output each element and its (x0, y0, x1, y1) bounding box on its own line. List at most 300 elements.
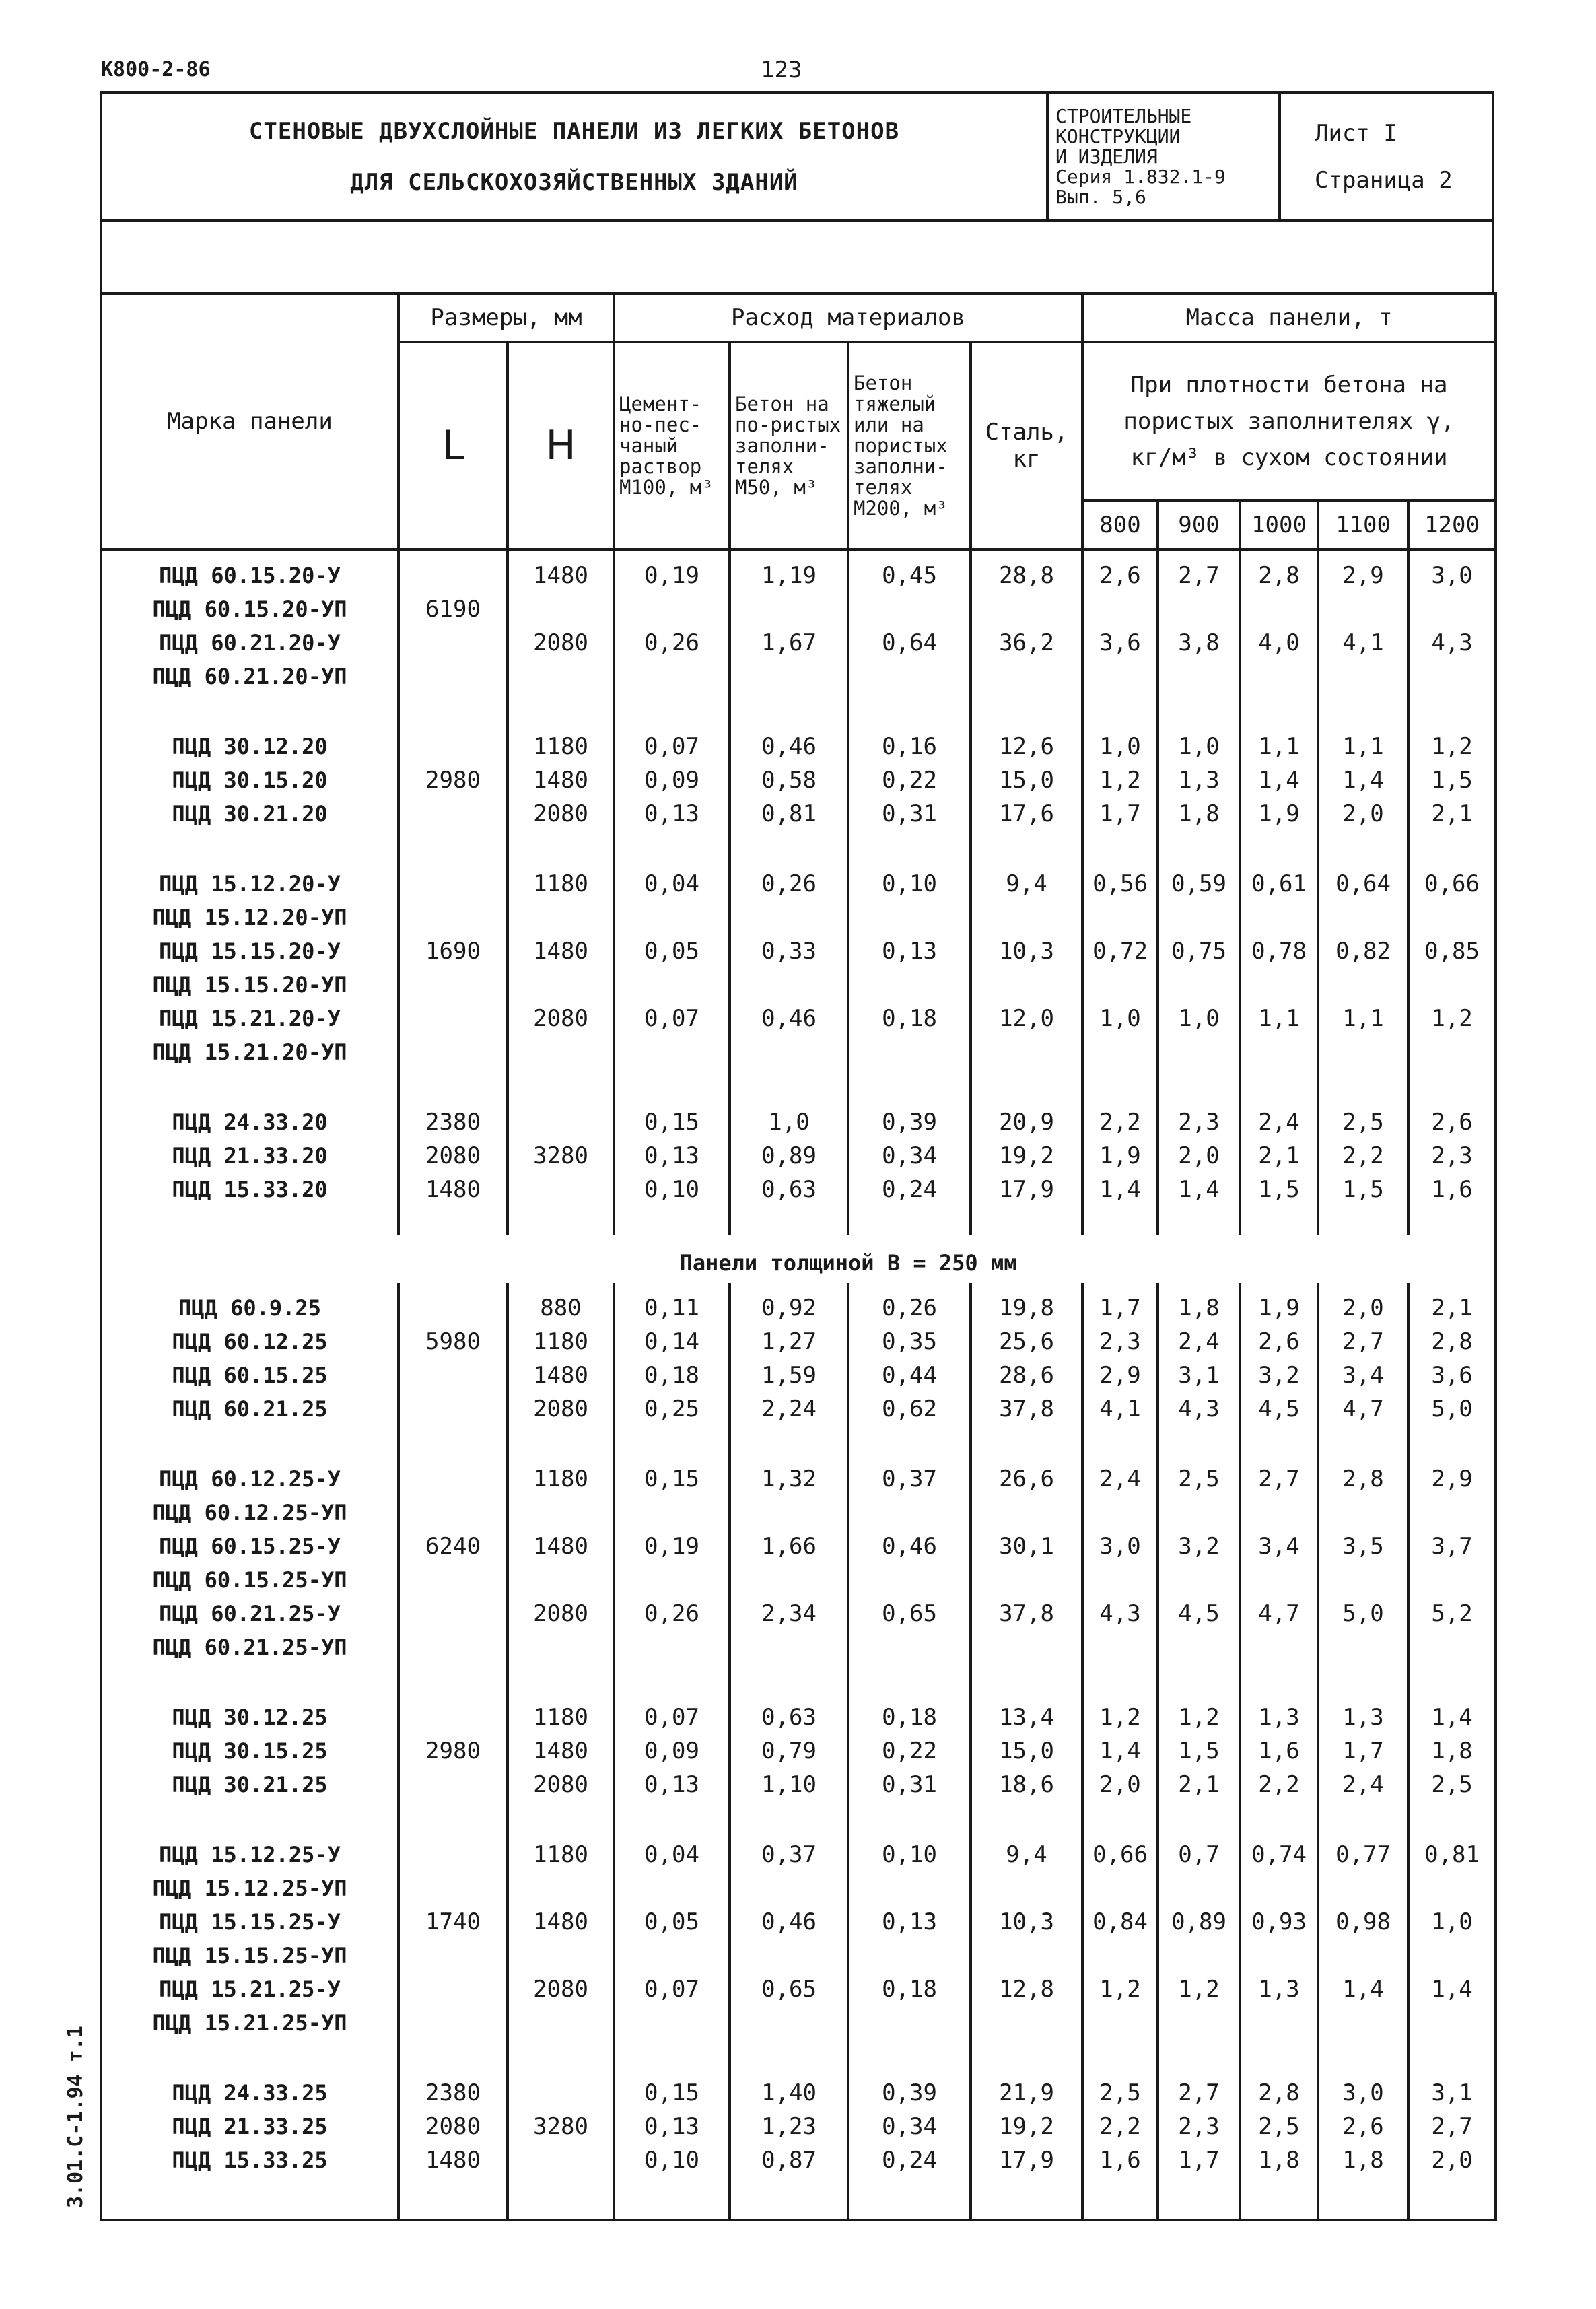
cell-value: 2,8 (1258, 2079, 1300, 2106)
cell-value (514, 1173, 607, 1206)
cell-value: 18,6 (999, 1771, 1054, 1798)
cell-value: 2,4 (1099, 1466, 1141, 1492)
cell-value: 4,1 (1099, 1395, 1141, 1422)
cell-value: 1480 (425, 2147, 481, 2174)
cell-value: 4,3 (1099, 1600, 1141, 1627)
cell-value (1325, 660, 1401, 693)
panel-mark: ПЦД 30.12.25 (172, 1704, 328, 1730)
cell-value: 0,7 (1178, 1841, 1220, 1868)
cell-value: 1,6 (1431, 1176, 1473, 1203)
cell-m1200 (1408, 1830, 1496, 2068)
cell-value: 3,7 (1431, 1533, 1473, 1560)
panel-mark: ПЦД 60.15.25-УП (152, 1567, 347, 1593)
cell-value (977, 592, 1076, 626)
cell-value (977, 2006, 1076, 2040)
cell-value (855, 1939, 964, 1972)
cell-value: 1,6 (1258, 1737, 1300, 1764)
cell-value (405, 797, 501, 831)
cell-H (508, 2068, 614, 2205)
cell-value: 1,19 (761, 562, 817, 589)
cell-value: 2080 (533, 1771, 588, 1798)
cell-value: 2380 (425, 1109, 481, 1136)
cell-value: 1,4 (1431, 1976, 1473, 2003)
column-header-mortar: Цемент-но-пес-чаный раствор М100, м³ (614, 342, 730, 549)
cell-value: 25,6 (999, 1328, 1054, 1355)
column-header-mark: Марка панели (101, 294, 398, 549)
cell-value: 2,4 (1342, 1771, 1384, 1798)
panel-mark: ПЦД 60.12.25-УП (152, 1500, 347, 1525)
cell-value: 0,64 (882, 629, 937, 656)
cell-value (1415, 901, 1489, 934)
panel-mark: ПЦД 24.33.25 (172, 2080, 328, 2106)
cell-value: 1,3 (1258, 1976, 1300, 2003)
cell-value: 1480 (533, 562, 588, 589)
cell-value: 2,8 (1342, 1466, 1384, 1492)
cell-value: 1180 (533, 1466, 588, 1492)
cell-value (1325, 1871, 1401, 1905)
cell-heavy (848, 549, 971, 722)
cell-value: 0,33 (761, 938, 817, 965)
panel-mark: ПЦД 60.15.25 (172, 1363, 328, 1388)
cell-value: 0,13 (644, 1142, 699, 1169)
cell-value: 0,46 (882, 1533, 937, 1560)
cell-value (514, 2006, 607, 2040)
cell-value (1089, 592, 1151, 626)
cell-value: 0,59 (1171, 870, 1226, 897)
cell-value (1165, 968, 1233, 1002)
cell-value: 28,6 (999, 1362, 1054, 1389)
cell-value (736, 1496, 841, 1529)
cell-value (405, 1035, 501, 1069)
cell-m900 (1158, 859, 1240, 1097)
cell-value (855, 660, 964, 693)
cell-m1100 (1318, 859, 1408, 1097)
cell-value: 0,13 (882, 938, 937, 965)
cell-value: 1,1 (1258, 733, 1300, 760)
panel-mark: ПЦД 60.12.25 (172, 1329, 328, 1354)
cell-value (514, 592, 607, 626)
cell-value: 0,65 (882, 1600, 937, 1627)
panel-mark: ПЦД 60.21.25 (172, 1396, 328, 1422)
density-800: 800 (1082, 501, 1158, 549)
cell-value: 2,8 (1431, 1328, 1473, 1355)
cell-value: 4,7 (1258, 1600, 1300, 1627)
cell-value: 2,7 (1431, 2113, 1473, 2140)
section-spacer (101, 1235, 614, 1283)
cell-value: 1,32 (761, 1466, 817, 1492)
cell-value: 2,6 (1099, 562, 1141, 589)
cell-value: 1,0 (1178, 733, 1220, 760)
cell-value (736, 592, 841, 626)
cell-value: 0,44 (882, 1362, 937, 1389)
cell-value (514, 968, 607, 1002)
cell-heavy (848, 2068, 971, 2205)
cell-value (1325, 968, 1401, 1002)
cell-value: 1,0 (1099, 733, 1141, 760)
cell-value (405, 730, 501, 763)
column-header-density: При плотности бетона на пористых заполнителях γ, кг/м³ в сухом состоянии (1082, 342, 1496, 501)
cell-value: 26,6 (999, 1466, 1054, 1492)
cell-value: 17,9 (999, 2147, 1054, 2174)
cell-steel (971, 722, 1082, 859)
cell-H (508, 1830, 614, 2068)
cell-value (1415, 1563, 1489, 1597)
cell-value: 13,4 (999, 1704, 1054, 1731)
cell-m1200 (1408, 1454, 1496, 1692)
cell-mark (101, 859, 398, 1097)
cell-value: 2,24 (761, 1395, 817, 1422)
cell-mortar (614, 859, 730, 1097)
sheet-cell (1280, 92, 1493, 221)
cell-value: 12,8 (999, 1976, 1054, 2003)
cell-value: 0,75 (1171, 938, 1226, 965)
panel-mark: ПЦД 15.12.25-У (159, 1842, 341, 1867)
cell-value: 2,7 (1342, 1328, 1384, 1355)
cell-value: 3,6 (1099, 629, 1141, 656)
cell-value: 2,0 (1178, 1142, 1220, 1169)
cell-value: 2080 (425, 2113, 481, 2140)
cell-mark (101, 2068, 398, 2205)
cell-value: 2080 (533, 1600, 588, 1627)
cell-value (736, 660, 841, 693)
cell-value: 1180 (533, 1704, 588, 1731)
cell-mark (101, 722, 398, 859)
cell-m800 (1082, 1830, 1158, 2068)
cell-value: 0,31 (882, 1771, 937, 1798)
cell-value (405, 1838, 501, 1871)
cell-value: 0,66 (1092, 1841, 1148, 1868)
cell-value (1165, 1496, 1233, 1529)
cell-value: 3,2 (1258, 1362, 1300, 1389)
cell-value (1247, 1035, 1311, 1069)
cell-porous (730, 549, 848, 722)
cell-value: 0,74 (1251, 1841, 1307, 1868)
cell-value: 0,10 (882, 1841, 937, 1868)
cell-value: 0,77 (1335, 1841, 1391, 1868)
cell-m900 (1158, 1692, 1240, 1830)
cell-value (621, 2006, 723, 2040)
cell-value: 0,64 (1335, 870, 1391, 897)
cell-heavy (848, 1830, 971, 2068)
series-line: Вып. 5,6 (1055, 185, 1146, 208)
cell-value (405, 1939, 501, 1972)
cell-L (398, 549, 508, 722)
cell-m1200 (1408, 722, 1496, 859)
panel-mark: ПЦД 15.15.25-УП (152, 1943, 347, 1968)
cell-m800 (1082, 1692, 1158, 1830)
cell-value: 3,6 (1431, 1362, 1473, 1389)
cell-value (621, 968, 723, 1002)
cell-value (621, 1035, 723, 1069)
cell-m800 (1082, 2068, 1158, 2205)
cell-value (855, 901, 964, 934)
cell-value: 1,8 (1431, 1737, 1473, 1764)
cell-value: 2380 (425, 2079, 481, 2106)
cell-heavy (848, 1097, 971, 1235)
cell-value: 2980 (425, 767, 481, 794)
cell-value: 2,5 (1431, 1771, 1473, 1798)
cell-value: 2,2 (1099, 1109, 1141, 1136)
cell-value: 0,15 (644, 1466, 699, 1492)
cell-value (1247, 1630, 1311, 1664)
density-900: 900 (1158, 501, 1240, 549)
table-bottom-edge (101, 2205, 1496, 2220)
density-1100: 1100 (1318, 501, 1408, 549)
column-header-sizes: Размеры, мм (398, 294, 614, 342)
cell-value (1165, 1563, 1233, 1597)
cell-value: 0,98 (1335, 1908, 1391, 1935)
cell-value: 0,13 (644, 2113, 699, 2140)
cell-value (736, 1871, 841, 1905)
cell-value: 0,04 (644, 870, 699, 897)
cell-steel (971, 1097, 1082, 1235)
cell-value (1165, 901, 1233, 934)
cell-mortar (614, 722, 730, 859)
cell-L (398, 1097, 508, 1235)
cell-L (398, 1283, 508, 1454)
cell-m800 (1082, 722, 1158, 859)
cell-value: 1,5 (1342, 1176, 1384, 1203)
cell-value: 1180 (533, 870, 588, 897)
cell-value (621, 1630, 723, 1664)
cell-value: 37,8 (999, 1600, 1054, 1627)
cell-value (736, 1563, 841, 1597)
cell-value: 1480 (533, 1737, 588, 1764)
cell-value (855, 1496, 964, 1529)
cell-value: 880 (540, 1295, 582, 1321)
cell-m1000 (1240, 1830, 1318, 2068)
cell-value: 1,8 (1178, 1295, 1220, 1321)
cell-value (1247, 592, 1311, 626)
cell-value: 2080 (533, 800, 588, 827)
cell-value (405, 867, 501, 901)
cell-value: 17,9 (999, 1176, 1054, 1203)
cell-value: 0,26 (644, 1600, 699, 1627)
cell-value: 0,24 (882, 1176, 937, 1203)
cell-porous (730, 722, 848, 859)
cell-m1200 (1408, 1283, 1496, 1454)
cell-value: 19,2 (999, 2113, 1054, 2140)
table-row-group (101, 722, 1496, 859)
cell-value: 0,81 (761, 800, 817, 827)
cell-L (398, 859, 508, 1097)
cell-value (736, 901, 841, 934)
cell-value: 0,19 (644, 562, 699, 589)
cell-value (1325, 1939, 1401, 1972)
cell-mark (101, 1097, 398, 1235)
cell-value (736, 1035, 841, 1069)
cell-mortar (614, 1097, 730, 1235)
title-line-1: СТЕНОВЫЕ ДВУХСЛОЙНЫЕ ПАНЕЛИ ИЗ ЛЕГКИХ БЕТОНОВ (248, 117, 900, 145)
cell-value: 4,3 (1178, 1395, 1220, 1422)
cell-value (405, 1002, 501, 1035)
cell-porous (730, 1283, 848, 1454)
cell-value: 2,9 (1099, 1362, 1141, 1389)
cell-value: 6190 (425, 596, 481, 623)
cell-porous (730, 1454, 848, 1692)
cell-m1000 (1240, 1454, 1318, 1692)
cell-m1000 (1240, 1283, 1318, 1454)
cell-value: 0,84 (1092, 1908, 1148, 1935)
column-header-materials: Расход материалов (614, 294, 1082, 342)
cell-value (1165, 1035, 1233, 1069)
cell-value: 1,1 (1342, 733, 1384, 760)
panel-mark: ПЦД 24.33.20 (172, 1109, 328, 1135)
cell-m1000 (1240, 549, 1318, 722)
panel-mark: ПЦД 15.12.20-УП (152, 905, 347, 930)
cell-value: 19,2 (999, 1142, 1054, 1169)
cell-value: 3,4 (1342, 1362, 1384, 1389)
cell-value: 0,66 (1424, 870, 1480, 897)
cell-value (405, 1358, 501, 1392)
cell-porous (730, 2068, 848, 2205)
cell-L (398, 1454, 508, 1692)
cell-value (1247, 1871, 1311, 1905)
cell-value: 3,1 (1178, 1362, 1220, 1389)
cell-value: 0,26 (882, 1295, 937, 1321)
panel-mark: ПЦД 15.21.25-У (159, 1976, 341, 2002)
cell-value: 4,3 (1431, 629, 1473, 656)
panel-mark: ПЦД 30.21.20 (172, 801, 328, 827)
cell-value (514, 1105, 607, 1139)
cell-mark (101, 1283, 398, 1454)
panel-mark: ПЦД 15.15.25-У (159, 1909, 341, 1935)
cell-value (1165, 660, 1233, 693)
cell-value: 6240 (425, 1533, 481, 1560)
cell-value: 2,7 (1258, 1466, 1300, 1492)
cell-L (398, 2068, 508, 2205)
cell-value: 2,1 (1431, 800, 1473, 827)
cell-value: 0,82 (1335, 938, 1391, 965)
cell-value: 1,10 (761, 1771, 817, 1798)
table-row-group (101, 2068, 1496, 2205)
cell-heavy (848, 1454, 971, 1692)
cell-value: 2,9 (1342, 562, 1384, 589)
cell-steel (971, 2068, 1082, 2205)
cell-value (1325, 901, 1401, 934)
cell-value (1415, 2006, 1489, 2040)
cell-mark (101, 1454, 398, 1692)
cell-mortar (614, 1283, 730, 1454)
cell-value: 2,1 (1178, 1771, 1220, 1798)
panel-mark: ПЦД 60.21.25-У (159, 1601, 341, 1626)
cell-value (1089, 968, 1151, 1002)
cell-H (508, 549, 614, 722)
cell-value (405, 1768, 501, 1801)
cell-value: 1740 (425, 1908, 481, 1935)
cell-value: 2,2 (1099, 2113, 1141, 2140)
cell-value: 0,81 (1424, 1841, 1480, 1868)
cell-steel (971, 1692, 1082, 1830)
cell-value: 0,26 (761, 870, 817, 897)
cell-value (1089, 1035, 1151, 1069)
cell-value (977, 1630, 1076, 1664)
cell-value: 0,09 (644, 1737, 699, 1764)
cell-value: 1,4 (1178, 1176, 1220, 1203)
cell-m900 (1158, 2068, 1240, 2205)
cell-m1200 (1408, 549, 1496, 722)
cell-value (1165, 592, 1233, 626)
cell-value: 1180 (533, 1328, 588, 1355)
cell-m1000 (1240, 2068, 1318, 2205)
cell-value (514, 1035, 607, 1069)
cell-porous (730, 859, 848, 1097)
cell-value: 1,8 (1178, 800, 1220, 827)
cell-value: 10,3 (999, 938, 1054, 965)
cell-mortar (614, 1830, 730, 2068)
cell-value: 0,10 (644, 2147, 699, 2174)
cell-value: 0,15 (644, 1109, 699, 1136)
cell-m1200 (1408, 1692, 1496, 1830)
cell-value: 2080 (425, 1142, 481, 1169)
panel-mark: ПЦД 60.15.25-У (159, 1533, 341, 1559)
cell-value: 0,34 (882, 1142, 937, 1169)
cell-value: 2,4 (1178, 1328, 1220, 1355)
cell-m800 (1082, 1283, 1158, 1454)
cell-value (1325, 2006, 1401, 2040)
cell-value: 1,4 (1099, 1176, 1141, 1203)
cell-value (977, 1563, 1076, 1597)
cell-value: 9,4 (1006, 870, 1047, 897)
cell-steel (971, 1830, 1082, 2068)
cell-value: 0,18 (644, 1362, 699, 1389)
panel-mark: ПЦД 30.15.20 (172, 767, 328, 793)
cell-value: 2,3 (1431, 1142, 1473, 1169)
cell-value: 1,1 (1342, 1005, 1384, 1032)
cell-value (1415, 1496, 1489, 1529)
table-row-group (101, 1692, 1496, 1830)
panel-mark: ПЦД 15.12.25-УП (152, 1875, 347, 1901)
section-row (101, 1235, 1496, 1283)
cell-value: 1,9 (1258, 800, 1300, 827)
cell-m800 (1082, 859, 1158, 1097)
cell-value (1325, 1035, 1401, 1069)
cell-value: 0,93 (1251, 1908, 1307, 1935)
cell-value: 1,40 (761, 2079, 817, 2106)
cell-value: 1,8 (1342, 2147, 1384, 2174)
cell-value (514, 1496, 607, 1529)
cell-value (1415, 592, 1489, 626)
cell-value: 1,7 (1342, 1737, 1384, 1764)
cell-mark (101, 1692, 398, 1830)
sheet-page: Страница 2 (1315, 166, 1453, 194)
cell-value: 0,05 (644, 1908, 699, 1935)
cell-value (1089, 1496, 1151, 1529)
cell-heavy (848, 722, 971, 859)
cell-value: 1,2 (1099, 767, 1141, 794)
cell-m900 (1158, 1454, 1240, 1692)
cell-H (508, 859, 614, 1097)
cell-m1000 (1240, 859, 1318, 1097)
cell-value: 0,37 (761, 1841, 817, 1868)
cell-value: 0,85 (1424, 938, 1480, 965)
cell-value (1325, 1630, 1401, 1664)
cell-value (977, 901, 1076, 934)
panel-mark: ПЦД 60.21.20-УП (152, 664, 347, 689)
cell-value: 0,46 (761, 733, 817, 760)
cell-value: 2,34 (761, 1600, 817, 1627)
cell-value: 2,1 (1431, 1295, 1473, 1321)
cell-m900 (1158, 549, 1240, 722)
cell-value (977, 1939, 1076, 1972)
cell-value: 2,2 (1258, 1771, 1300, 1798)
panel-mark: ПЦД 15.33.20 (172, 1177, 328, 1202)
cell-value (736, 1939, 841, 1972)
cell-value (977, 660, 1076, 693)
cell-value: 1,3 (1342, 1704, 1384, 1731)
cell-value: 1,59 (761, 1362, 817, 1389)
cell-value (405, 968, 501, 1002)
